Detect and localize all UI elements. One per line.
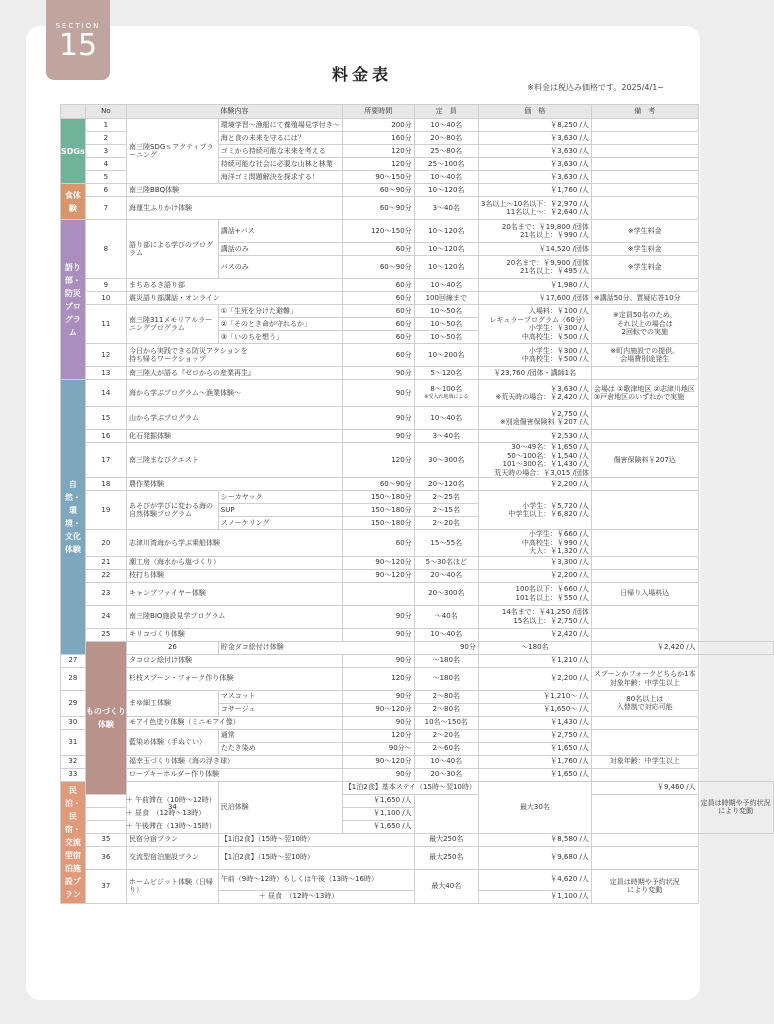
table-row: ＋ 昼食 （12時～13時） ￥1,100 /人 (61, 807, 774, 820)
table-row: 講話のみ 60分 10～120名 ￥14,520 /団体 ※学生料金 (61, 243, 774, 256)
table-row: 37 ホームビジット体験（日帰り） 午前（9時～12時）もしくは午後（13時～16時） 最大40名 ￥4,620 /人 定員は時期や予約状況 により変動 (61, 869, 774, 890)
header-remark: 備 考 (591, 105, 698, 119)
table-row: ものづくり体験 26 貯金ダコ絵付け体験 90分 ～180名 ￥2,420 /人 (61, 641, 774, 654)
category-food: 食体験 (61, 184, 86, 220)
table-row: 30 モアイ色塗り体験（ミニモアイ像） 90分 10名～150名 ￥1,430 /人 (61, 716, 774, 729)
table-row: 28 杉枝スプーン・フォーク作り体験 120分 ～180名 ￥2,200 /人 スプーンかフォークどちらか1本 対象年齢：中学生以上 (61, 667, 774, 690)
table-row: SDGs 1 南三陸SDGｓアクティブラーニング 環境学習～漁船にて養殖場見学付き～ 200分 10～40名 ￥8,250 /人 (61, 119, 774, 132)
price-table (60, 104, 774, 904)
table-row: 22 枝打ち体験 90～120分 20～40名 ￥2,200 /人 (61, 569, 774, 582)
table-row: 7 海運生ふりかけ体験 60～90分 3～40名 3名以上～10名以下：￥2,970 /人 11名以上～：￥2,640 /人 (61, 197, 774, 220)
header-content: 体験内容 (127, 105, 343, 119)
table-row: 21 潮工房（海水から塩づくり） 90～120分 5～30名ほど ￥3,300 /人 (61, 556, 774, 569)
table-row: 20 志津川湾海から学ぶ乗船体験 60分 15～55名 小学生：￥660 /人 中高校生：￥990 /人 大人：￥1,320 /人 (61, 530, 774, 557)
table-row: ②「そのとき命が守れるか」 60分 10～50名 (61, 318, 774, 331)
table-row: 32 福幸玉づくり体験（海の浮き球） 90～120分 10～40名 ￥1,760 /人 対象年齢：中学生以上 (61, 755, 774, 768)
table-row: 5 海洋ゴミ問題解決を探求する！ 90～150分 10～40名 ￥3,630 /人 (61, 171, 774, 184)
tax-note: ※料金は税込み価格です。2025/4/1~ (527, 83, 664, 92)
table-row: 13 南三陸人が語る『ゼロからの産業再生』 90分 5～120名 ￥23,760 /団体・講師1名 (61, 367, 774, 380)
category-craft: ものづくり体験 (85, 641, 126, 794)
table-row: 25 キリコづくり体験 90分 10～40名 ￥2,420 /人 (61, 628, 774, 641)
table-row: 24 南三陸BIO施設見学プログラム 90分 ～40名 14名まで：￥41,250 /団体 15名以上：￥2,750 /人 (61, 605, 774, 628)
table-row: 3 ゴミから持続可能な未来を考える 120分 25～80名 ￥3,630 /人 (61, 145, 774, 158)
table-row: ＋ 昼食 （12時～13時） ￥1,100 /人 (61, 890, 774, 903)
table-row: 19 あそびが学びに変わる海の自然体験プログラム シーカヤック 150～180分 2～25名 小学生：￥5,720 /人 中学生以上：￥6,820 /人 (61, 491, 774, 504)
table-row: 18 農作業体験 60～90分 20～120名 ￥2,200 /人 (61, 478, 774, 491)
table-row: 16 化石発掘体験 90分 3～40名 ￥2,530 /人 (61, 430, 774, 443)
table-row: 29 まゆ細工体験 マスコット 90分 2～80名 ￥1,210～ /人 80名以上は 入替制で対応可能 (61, 690, 774, 703)
table-row: スノーケリング 150～180分 2～20名 (61, 517, 774, 530)
table-row: 23 キャンプファイヤー体験 20～300名 100名以下：￥660 /人 101名以上：￥550 /人 日帰り入場料込 (61, 582, 774, 605)
table-row: 食体験 6 南三陸BBQ体験 60～90分 10～120名 ￥1,760 /人 (61, 184, 774, 197)
table-row: ＋ 午前滞在（10時～12時） ￥1,650 /人 (61, 794, 774, 807)
header-time: 所要時間 (342, 105, 414, 119)
table-row: 35 民宿分宿プラン 【1泊2食】（15時～翌10時） 最大250名 ￥8,580 /人 (61, 833, 774, 846)
page-title: 料金表 (331, 65, 392, 84)
section-number: 15 (58, 28, 98, 63)
table-row: 9 まちあるき語り部 60分 10～40名 ￥1,980 /人 (61, 279, 774, 292)
table-row: 4 持続可能な社会に必要な山林と林業 120分 25～100名 ￥3,630 /人 (61, 158, 774, 171)
table-row: 31 藍染め体験（手ぬぐい） 通常 120分 2～20名 ￥2,750 /人 (61, 729, 774, 742)
table-row: 17 南三陸まなびクエスト 120分 30～300名 30～49名：￥1,650 /人 50～100名：￥1,540 /人 101～300名：￥1,430 /人 荒天時の場合：￥3,015 /団体 傷害保険料￥207込 (61, 443, 774, 478)
table-row: 27 タコロン絵付け体験 90分 ～180名 ￥1,210 /人 (61, 654, 774, 667)
table-row: コサージュ 90～120分 2～80名 ￥1,650～ /人 (61, 703, 774, 716)
header-no: No (85, 105, 126, 119)
category-nature: 自然・環境・文化体験 (61, 380, 86, 655)
table-row: 民泊・民宿・交流型宿泊施設プラン 34 民泊体験 【1泊2食】基本ステイ（15時～翌10時） 最大30名 ￥9,460 /人 定員は時期や予約状況 により変動 (61, 781, 774, 794)
table-row: 36 交流型宿泊施設プラン 【1泊2食】（15時～翌10時） 最大250名 ￥9,680 /人 (61, 846, 774, 869)
table-row: 2 海と食の未来を守るには？ 160分 20～80名 ￥3,630 /人 (61, 132, 774, 145)
header-cap: 定 員 (414, 105, 478, 119)
category-katari: 語り部・防災プログラム (61, 220, 86, 380)
table-row: ③「いのちを想う」 60分 10～50名 (61, 331, 774, 344)
table-row: ＋ 午後滞在（13時～15時） ￥1,650 /人 (61, 820, 774, 833)
category-sdgs: SDGs (61, 119, 86, 184)
table-row: SUP 150～180分 2～15名 (61, 504, 774, 517)
table-row: 10 震災語り部講話・オンライン 60分 100回線まで ￥17,600 /団体 ※講話50分、質疑応答10分 (61, 292, 774, 305)
table-row: 自然・環境・文化体験 14 海から学ぶプログラム～漁業体験～ 90分 8～100名 ※受入れ地域による ￥3,630 /人 ※荒天時の場合：￥2,420 /人 会場は ①歌津地区 ②志津川地区 ③戸倉地区のいずれかで実施 (61, 380, 774, 407)
table-row: 12 今日から実践できる防災アクションを 持ち帰るワークショップ 60分 10～200名 小学生：￥300 /人 中高校生：￥500 /人 ※町内施設での提供。 会場費別途発生 (61, 344, 774, 367)
section-label: SECTION (55, 22, 101, 30)
header-price: 価 格 (478, 105, 591, 119)
table-row: 15 山から学ぶプログラム 90分 10～40名 ￥2,750 /人 ※別途傷害保険料 ￥207 /人 (61, 407, 774, 430)
table-row: たたき染め 90分～ 2～60名 ￥1,650 /人 (61, 742, 774, 755)
table-header (61, 105, 774, 119)
category-stay: 民泊・民宿・交流型宿泊施設プラン (61, 781, 86, 903)
header-cat (61, 105, 86, 119)
table-row: 33 ロープキーホルダー作り体験 90分 20～30名 ￥1,650 /人 (61, 768, 774, 781)
table-row: バスのみ 60～90分 10～120名 20名まで：￥9,900 /団体 21名以上：￥495 /人 ※学生料金 (61, 256, 774, 279)
table-row: 語り部・防災プログラム 8 語り部による学びのプログラム 講話+バス 120～150分 10～120名 20名まで：￥19,800 /団体 21名以上：￥990 /人 ※学生料金 (61, 220, 774, 243)
table-row: 11 南三陸311メモリアルラーニングプログラム ①「生死を分けた避難」 60分 10～50名 入場料：￥100 /人 レギュラープログラム（60分） 小学生：￥300 /人 中高校生：￥500 /人 ※定員50名のため、 それ以上の場合は 2回転での実施 (61, 305, 774, 318)
